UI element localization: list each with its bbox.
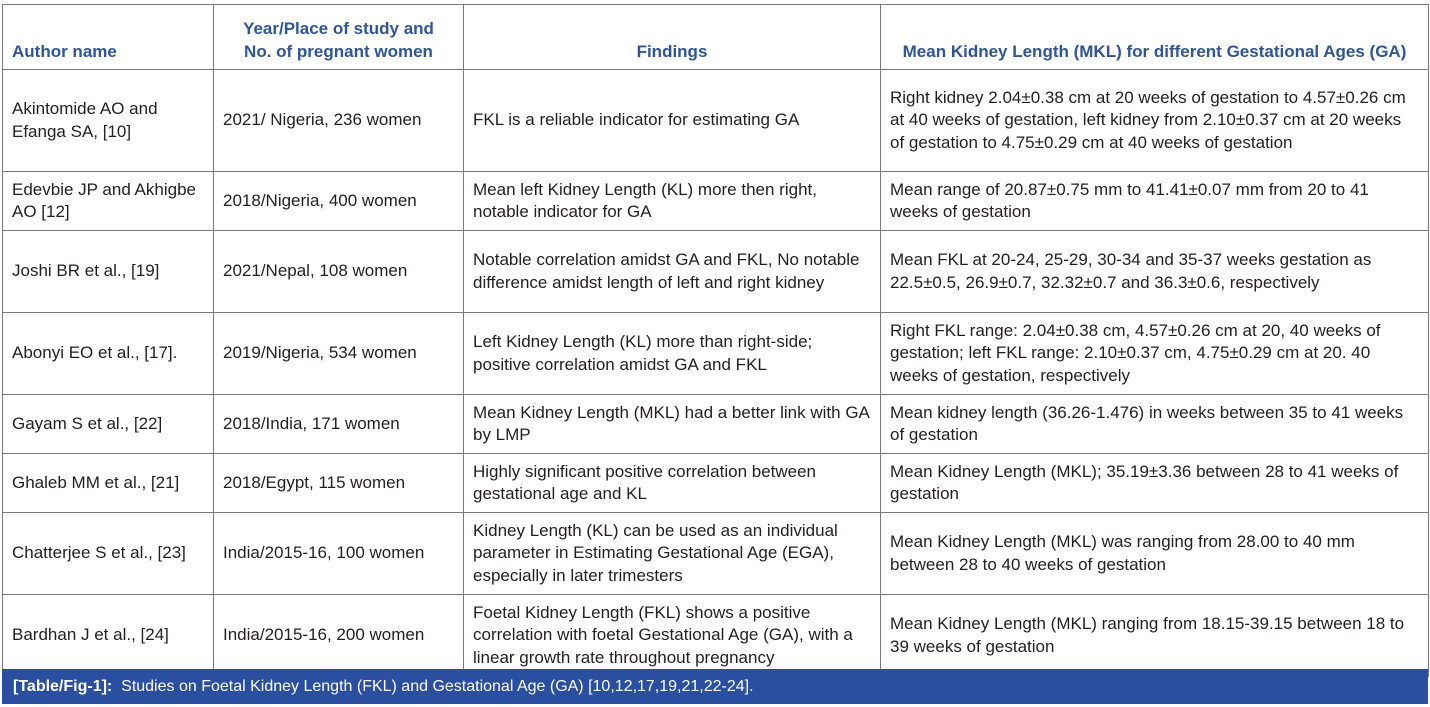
cell-findings: Mean Kidney Length (MKL) had a better link with GA by LMP <box>464 395 881 454</box>
cell-findings: Mean left Kidney Length (KL) more then right, notable indicator for GA <box>464 172 881 231</box>
cell-mkl: Right FKL range: 2.04±0.38 cm, 4.57±0.26 cm at 20, 40 weeks of gestation; left FKL range: 2.10±0.37 cm, 4.75±0.29 cm at 20. 40 weeks of gestation, respectively <box>881 313 1429 395</box>
header-row <box>3 5 1429 70</box>
cell-mkl: Mean kidney length (36.26-1.476) in weeks between 35 to 41 weeks of gestation <box>881 395 1429 454</box>
cell-study: India/2015-16, 200 women <box>214 595 464 677</box>
cell-mkl: Mean Kidney Length (MKL); 35.19±3.36 between 28 to 41 weeks of gestation <box>881 454 1429 513</box>
cell-mkl: Mean Kidney Length (MKL) ranging from 18.15-39.15 between 18 to 39 weeks of gestation <box>881 595 1429 677</box>
cell-author: Gayam S et al., [22] <box>3 395 214 454</box>
cell-findings: Kidney Length (KL) can be used as an individual parameter in Estimating Gestational Age (EGA), especially in later trimesters <box>464 513 881 595</box>
cell-mkl: Mean Kidney Length (MKL) was ranging from 28.00 to 40 mm between 28 to 40 weeks of gestation <box>881 513 1429 595</box>
table-row <box>3 231 1429 313</box>
cell-study: 2018/India, 171 women <box>214 395 464 454</box>
header-year-place <box>214 5 464 70</box>
cell-author: Edevbie JP and Akhigbe AO [12] <box>3 172 214 231</box>
header-mkl: Mean Kidney Length (MKL) for different Gestational Ages (GA) <box>881 5 1429 70</box>
cell-findings: Left Kidney Length (KL) more than right-side; positive correlation amidst GA and FKL <box>464 313 881 395</box>
table-caption <box>2 669 1428 704</box>
cell-study: 2021/Nepal, 108 women <box>214 231 464 313</box>
table-row <box>3 513 1429 595</box>
cell-study: 2018/Nigeria, 400 women <box>214 172 464 231</box>
table-row <box>3 172 1429 231</box>
table-figure <box>2 4 1428 704</box>
caption-text: Studies on Foetal Kidney Length (FKL) and Gestational Age (GA) [10,12,17,19,21,22-24]. <box>121 678 754 695</box>
cell-study: 2018/Egypt, 115 women <box>214 454 464 513</box>
cell-findings: Foetal Kidney Length (FKL) shows a positive correlation with foetal Gestational Age (GA), with a linear growth rate throughout pregnancy <box>464 595 881 677</box>
header-findings: Findings <box>464 5 881 70</box>
cell-author: Akintomide AO and Efanga SA, [10] <box>3 70 214 172</box>
cell-author: Ghaleb MM et al., [21] <box>3 454 214 513</box>
cell-mkl: Mean FKL at 20-24, 25-29, 30-34 and 35-37 weeks gestation as 22.5±0.5, 26.9±0.7, 32.32±0.7 and 36.3±0.6, respectively <box>881 231 1429 313</box>
studies-table <box>2 4 1429 677</box>
header-author: Author name <box>3 5 214 70</box>
cell-study: India/2015-16, 100 women <box>214 513 464 595</box>
table-row <box>3 454 1429 513</box>
cell-author: Chatterjee S et al., [23] <box>3 513 214 595</box>
header-year-line1: Year/Place of study and <box>243 19 434 38</box>
cell-author: Bardhan J et al., [24] <box>3 595 214 677</box>
table-row <box>3 313 1429 395</box>
cell-mkl: Right kidney 2.04±0.38 cm at 20 weeks of gestation to 4.57±0.26 cm at 40 weeks of gestation, left kidney from 2.10±0.37 cm at 20 weeks of gestation to 4.75±0.29 cm at 40 weeks of gestation <box>881 70 1429 172</box>
header-year-line2: No. of pregnant women <box>244 41 433 61</box>
table-row <box>3 395 1429 454</box>
cell-study: 2019/Nigeria, 534 women <box>214 313 464 395</box>
cell-study: 2021/ Nigeria, 236 women <box>214 70 464 172</box>
cell-mkl: Mean range of 20.87±0.75 mm to 41.41±0.07 mm from 20 to 41 weeks of gestation <box>881 172 1429 231</box>
cell-findings: Highly significant positive correlation between gestational age and KL <box>464 454 881 513</box>
cell-findings: FKL is a reliable indicator for estimating GA <box>464 70 881 172</box>
table-row <box>3 595 1429 677</box>
cell-findings: Notable correlation amidst GA and FKL, No notable difference amidst length of left and right kidney <box>464 231 881 313</box>
cell-author: Abonyi EO et al., [17]. <box>3 313 214 395</box>
cell-author: Joshi BR et al., [19] <box>3 231 214 313</box>
table-row <box>3 70 1429 172</box>
caption-label: [Table/Fig-1]: <box>13 678 113 695</box>
